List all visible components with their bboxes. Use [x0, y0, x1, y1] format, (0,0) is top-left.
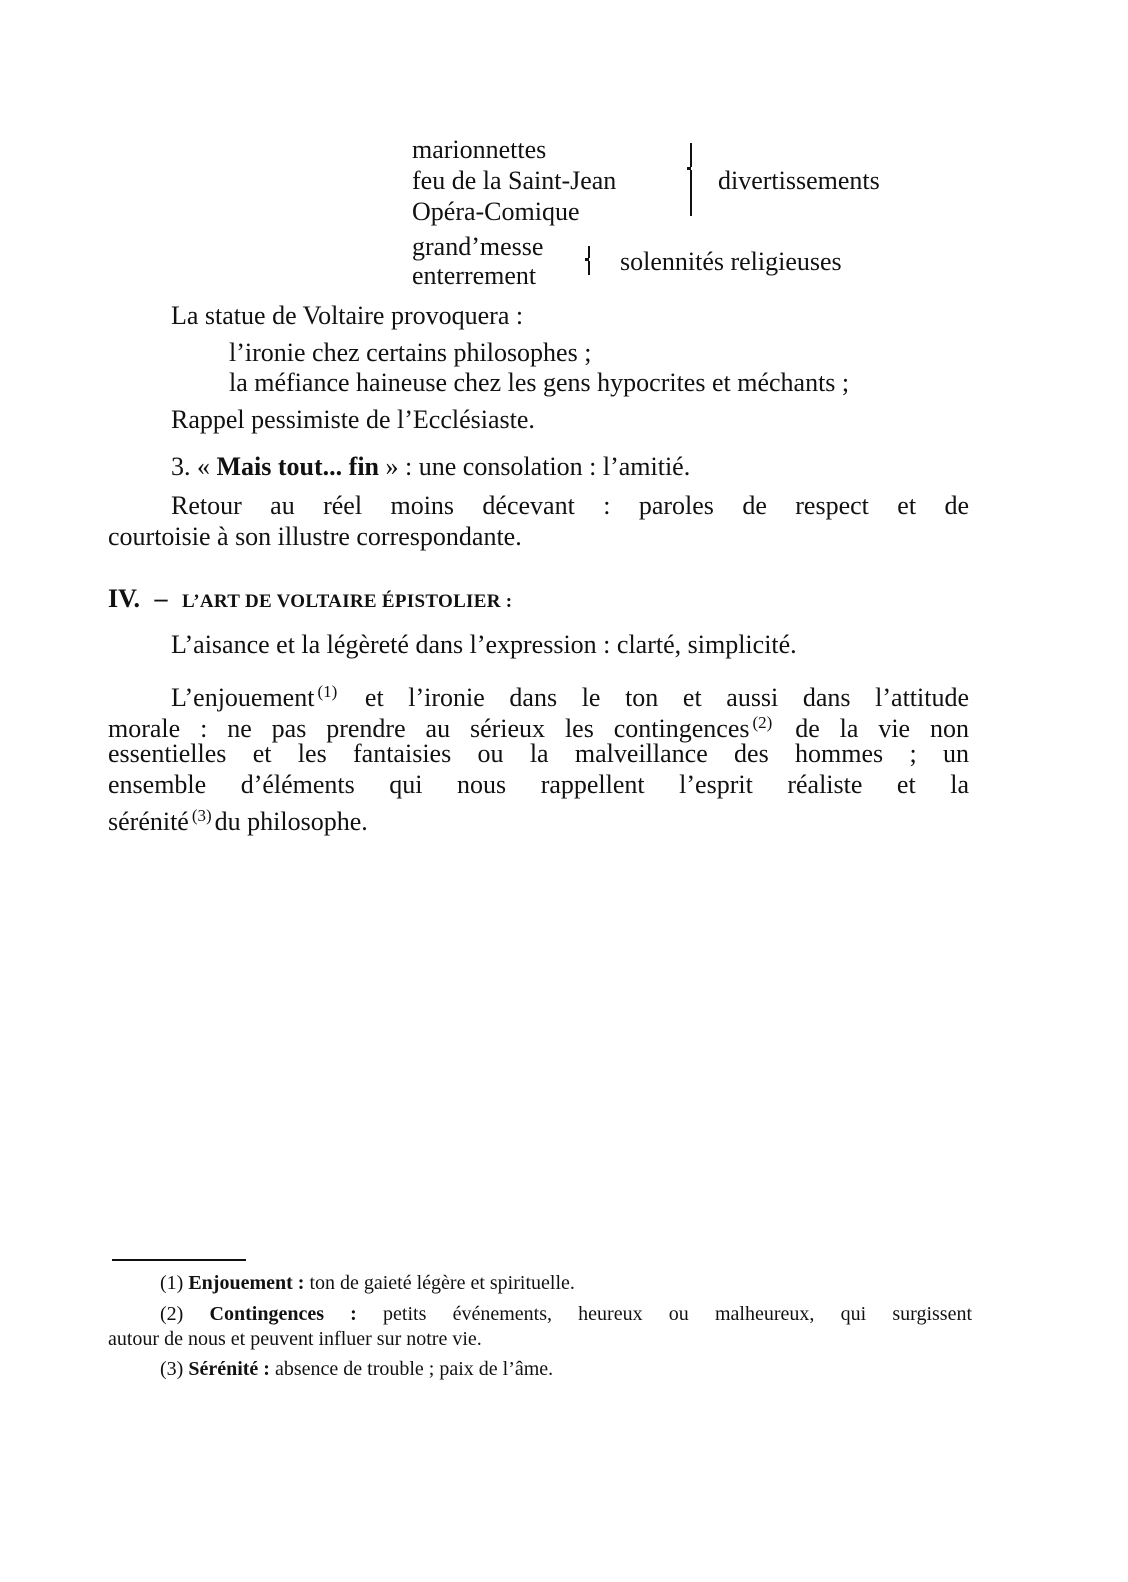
retour-line-1: Retour au réel moins décevant : paroles de respect et de — [171, 491, 969, 520]
statue-item-mefiance: la méfiance haineuse chez les gens hypocrites et méchants ; — [229, 368, 850, 397]
footnote-3-number: (3) — [160, 1358, 184, 1380]
footnote-3 — [160, 1357, 553, 1382]
section-heading — [108, 583, 512, 617]
quote-close: » : — [385, 452, 413, 481]
table-item-marionnettes: marionnettes — [412, 135, 547, 164]
enjouement-line-1-rest: et l’ironie dans le ton et aussi dans l’attitude — [364, 683, 970, 712]
footnote-ref-2[interactable]: (2) — [752, 713, 773, 732]
quote-open: « — [197, 452, 210, 481]
enjouement-line-2-rest: de la vie non — [795, 714, 970, 743]
point-3-quote: Mais tout... fin — [216, 452, 379, 481]
table-item-feu-saint-jean: feu de la Saint-Jean — [412, 166, 617, 195]
retour-line-2: courtoisie à son illustre correspondante. — [108, 522, 522, 551]
footnote-rule — [112, 1259, 246, 1261]
enjouement-line-5 — [108, 800, 368, 837]
footnote-1-term: Enjouement : — [188, 1272, 305, 1294]
statue-item-ironie: l’ironie chez certains philosophes ; — [229, 338, 592, 367]
enjouement-line-5-rest: du philosophe. — [214, 807, 368, 836]
footnote-2 — [160, 1302, 972, 1327]
section-numeral: IV. — [108, 584, 141, 613]
table-item-enterrement: enterrement — [412, 261, 537, 290]
footnote-2-term: Contingences : — [209, 1303, 357, 1325]
footnote-1 — [160, 1271, 575, 1296]
contingences-text: morale : ne pas prendre au sérieux les contingences — [108, 714, 750, 743]
table-item-opera-comique: Opéra-Comique — [412, 197, 580, 226]
section-title: L’ART DE VOLTAIRE ÉPISTOLIER : — [182, 591, 513, 612]
point-3-text: une consolation : l’amitié. — [418, 452, 691, 481]
serenite-word: sérénité — [108, 807, 189, 836]
footnote-3-term: Sérénité : — [188, 1358, 270, 1380]
enjouement-word: L’enjouement — [171, 683, 315, 712]
category-divertissements: divertissements — [718, 166, 880, 195]
section-dash: – — [154, 584, 168, 613]
rappel-ecclesiaste: Rappel pessimiste de l’Ecclésiaste. — [171, 405, 535, 434]
footnote-1-text: ton de gaieté légère et spirituelle. — [309, 1272, 575, 1294]
enjouement-line-3: essentielles et les fantaisies ou la malveillance des hommes ; un — [108, 739, 969, 768]
footnote-2-text: petits événements, heureux ou malheureux, qui surgissent — [383, 1303, 973, 1325]
aisance-paragraph: L’aisance et la légèreté dans l’expression : clarté, simplicité. — [171, 630, 797, 659]
enjouement-line-4: ensemble d’éléments qui nous rappellent l’esprit réaliste et la — [108, 770, 969, 799]
category-solennites-religieuses: solennités religieuses — [620, 247, 842, 276]
footnote-1-number: (1) — [160, 1272, 184, 1294]
table-item-grand-messe: grand’messe — [412, 232, 544, 261]
footnote-ref-1[interactable]: (1) — [317, 682, 338, 701]
point-3-number: 3. — [171, 452, 191, 481]
footnote-2-continuation: autour de nous et peuvent influer sur notre vie. — [108, 1328, 482, 1350]
statue-intro: La statue de Voltaire provoquera : — [171, 301, 524, 330]
point-3 — [171, 451, 690, 482]
footnote-ref-3[interactable]: (3) — [191, 806, 212, 825]
footnote-3-text: absence de trouble ; paix de l’âme. — [274, 1358, 554, 1380]
footnote-2-number: (2) — [160, 1303, 184, 1325]
